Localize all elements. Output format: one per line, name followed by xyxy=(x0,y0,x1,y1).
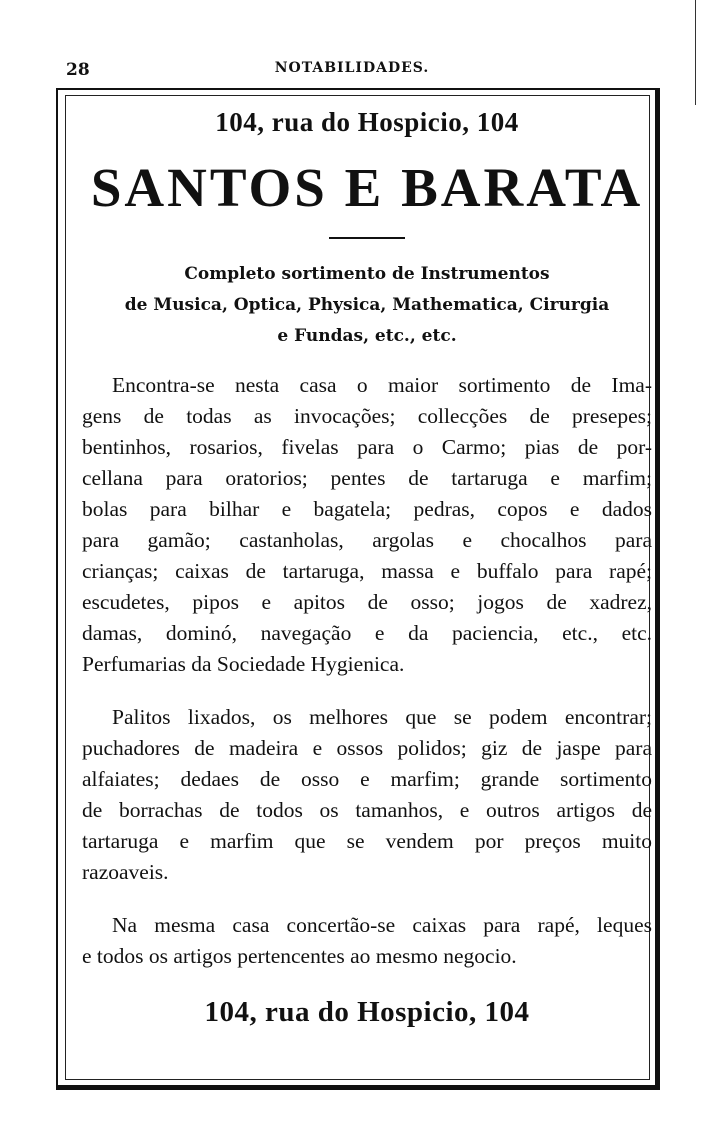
text-line: bolas para bilhar e bagatela; pedras, copos e dados xyxy=(82,496,652,521)
address-top: 104, rua do Hospicio, 104 xyxy=(215,107,519,137)
text-line: Perfumarias da Sociedade Hygienica. xyxy=(82,651,405,676)
text-line: damas, dominó, navegação e da paciencia, etc., etc. xyxy=(82,620,652,645)
page-edge-line xyxy=(695,0,696,105)
text-line: tartaruga e marfim que se vendem por preços muito xyxy=(82,828,652,853)
running-head: NOTABILIDADES. xyxy=(274,60,430,76)
subtitle xyxy=(82,259,652,352)
address-bottom: 104, rua do Hospicio, 104 xyxy=(204,995,530,1028)
firm-name: SANTOS E BARATA xyxy=(90,156,644,218)
paragraph-3 xyxy=(82,910,652,972)
text-line: alfaiates; dedaes de osso e marfim; grande sortimento xyxy=(82,766,652,791)
text-line: bentinhos, rosarios, fivelas para o Carmo; pias de por- xyxy=(82,434,652,459)
divider-rule xyxy=(329,237,405,239)
subtitle-line: Completo sortimento de Instrumentos xyxy=(184,263,550,284)
text-line: gens de todas as invocações; collecções de presepes; xyxy=(82,403,652,428)
text-line: Encontra-se nesta casa o maior sortimento de Ima- xyxy=(112,372,652,397)
text-line: crianças; caixas de tartaruga, massa e buffalo para rapé; xyxy=(82,558,652,583)
paragraph-1 xyxy=(82,370,652,680)
subtitle-line: de Musica, Optica, Physica, Mathematica, Cirurgia xyxy=(124,294,610,315)
text-line: puchadores de madeira e ossos polidos; giz de jaspe para xyxy=(82,735,652,760)
text-line: Palitos lixados, os melhores que se podem encontrar; xyxy=(112,704,652,729)
text-line: e todos os artigos pertencentes ao mesmo negocio. xyxy=(82,943,517,968)
text-line: para gamão; castanholas, argolas e chocalhos para xyxy=(82,527,652,552)
paragraph-2 xyxy=(82,702,652,888)
text-line: escudetes, pipos e apitos de osso; jogos de xadrez, xyxy=(82,589,652,614)
text-line: razoaveis. xyxy=(82,859,169,884)
advert-content xyxy=(82,108,652,1029)
text-line: de borrachas de todos os tamanhos, e outros artigos de xyxy=(82,797,652,822)
page-number: 28 xyxy=(66,60,90,80)
text-line: cellana para oratorios; pentes de tartaruga e marfim; xyxy=(82,465,652,490)
text-line: Na mesma casa concertão-se caixas para rapé, leques xyxy=(112,912,652,937)
subtitle-line: e Fundas, etc., etc. xyxy=(277,325,457,346)
